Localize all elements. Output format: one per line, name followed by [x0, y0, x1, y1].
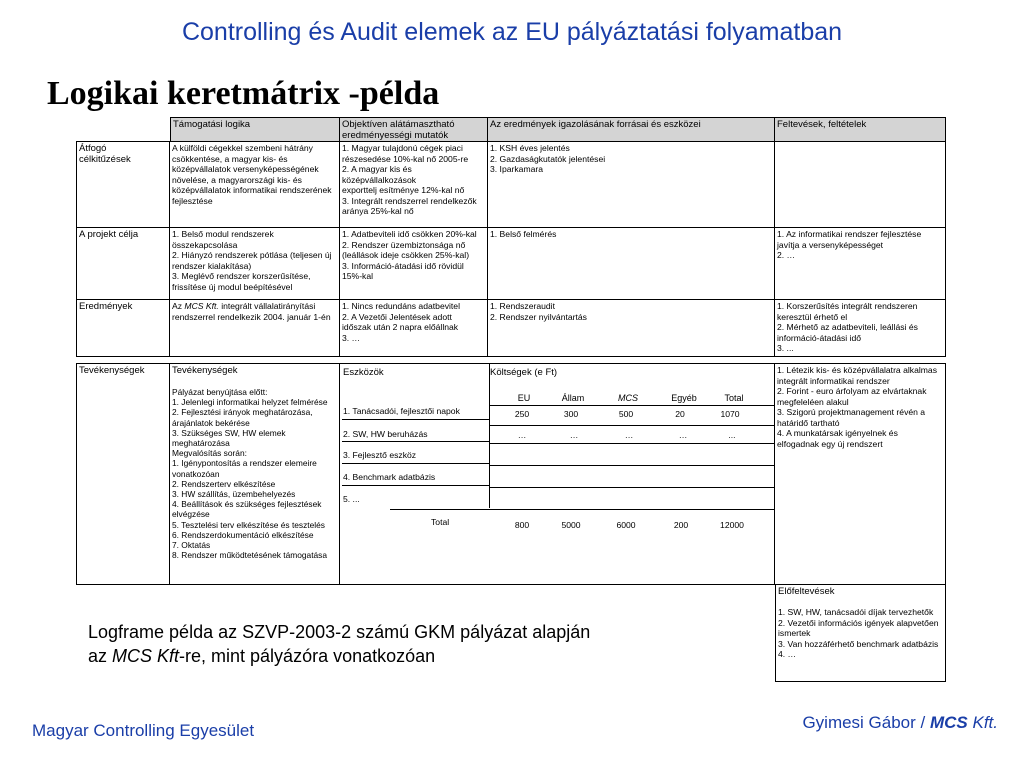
empty-corner	[76, 117, 170, 142]
preconditions-box: Előfeltevések 1. SW, HW, tanácsadói díjak tervezhetők 2. Vezetői információs igények alapvetően ismertek 3. Van hozzáférhető benchmark adatbázis 4. …	[775, 585, 946, 682]
cost-header-allam: Állam	[561, 393, 585, 403]
row-label-results: Eredmények	[76, 300, 170, 357]
overall-objectives-sources: 1. KSH éves jelentés 2. Gazdaságkutatók jelentései 3. Iparkamara	[488, 142, 775, 228]
tool-2: 2. SW, HW beruházás	[343, 429, 428, 439]
header-sources: Az eredmények igazolásának forrásai és eszközei	[488, 117, 775, 142]
tools-title: Eszközök	[343, 367, 384, 378]
cost-total-1: 1070	[720, 409, 740, 419]
cost-eu-1: 250	[514, 409, 530, 419]
overall-objectives-logic: A külföldi cégekkel szembeni hátrány csökkentése, a magyar kis- és középvállalatok versenyképességének növelése, a magyarországi kis- és középvállalatok informatikai rendszerének fejlesztése	[170, 142, 340, 228]
cost-line-5	[490, 487, 774, 488]
cost-line-2	[490, 425, 774, 426]
tool-line-4	[342, 485, 490, 486]
footer-company-kft: Kft.	[967, 713, 998, 732]
footer-company-mcs: MCS	[929, 713, 968, 732]
cost-egyeb-2: …	[678, 430, 688, 440]
footer-organization: Magyar Controlling Egyesület	[32, 721, 255, 740]
caption-line-2: az MCS Kft-re, mint pályázóra vonatkozóan	[88, 646, 436, 666]
costs-title: Költségek (e Ft)	[490, 367, 558, 378]
cost-header-mcs: MCS	[618, 393, 638, 403]
results-assumptions: 1. Korszerűsítés integrált rendszeren keresztül érhető el 2. Mérhető az adatbeviteli, leállási és információ-átadási idő 3. ...	[775, 300, 946, 357]
results-logic-company: MCS Kft.	[184, 301, 219, 311]
total-eu: 800	[514, 520, 530, 530]
header-assumptions: Feltevések, feltételek	[775, 117, 946, 142]
footer-author: Gyimesi Gábor / MCS Kft.	[802, 713, 998, 732]
results-logic: Az MCS Kft. integrált vállalatirányítási rendszerrel rendelkezik 2004. január 1-én	[170, 300, 340, 357]
total-allam: 5000	[561, 520, 581, 530]
row-label-project-purpose: A projekt célja	[76, 228, 170, 300]
header-support-logic: Támogatási logika	[170, 117, 340, 142]
slide-caption	[88, 620, 590, 668]
tool-line-3	[342, 463, 490, 464]
main-title: Logikai keretmátrix -példa	[47, 75, 440, 112]
activities-assumptions: 1. Létezik kis- és középvállalatra alkalmas integrált informatikai rendszer 2. Forint - euro árfolyam az elvártaknak megfeleléen alakul 3. Szigorú projektmanagement révén a határidő tartható 4. A munkatársak igényelnek és elfogadnak egy új rendszert	[775, 363, 946, 585]
tool-5: 5. ...	[343, 494, 360, 504]
project-purpose-sources: 1. Belső felmérés	[488, 228, 775, 300]
results-logic-pre: Az	[172, 301, 185, 311]
cost-allam-2: …	[569, 430, 579, 440]
overall-objectives-assumptions	[775, 142, 946, 228]
caption-line-1: Logframe példa az SZVP-2003-2 számú GKM pályázat alapján	[88, 622, 591, 642]
cost-line-4	[490, 465, 774, 466]
results-indicators: 1. Nincs redundáns adatbevitel 2. A Vezetői Jelentések adott időszak után 2 napra előállnak 3. …	[340, 300, 488, 357]
project-purpose-assumptions: 1. Az informatikai rendszer fejlesztése javítja a versenyképességet 2. …	[775, 228, 946, 300]
project-purpose-indicators: 1. Adatbeviteli idő csökken 20%-kal 2. Rendszer üzembiztonsága nő (leállások ideje csökken 25%-kal) 3. Információ-átadási idő rövidül 15%-kal	[340, 228, 488, 300]
total-mcs: 6000	[616, 520, 636, 530]
cost-header-egyeb: Egyéb	[671, 393, 697, 403]
cost-line-1	[490, 405, 774, 406]
tool-4: 4. Benchmark adatbázis	[343, 472, 436, 482]
cost-total-2: ...	[728, 430, 736, 440]
preconditions-title: Előfeltevések	[778, 586, 835, 597]
row-label-overall-objectives: Átfogó célkitűzések	[76, 142, 170, 228]
row-label-activities: Tevékenységek	[76, 363, 170, 585]
total-total: 12000	[720, 520, 744, 530]
activities-title: Tevékenységek	[172, 365, 238, 376]
header-indicators: Objektíven alátámasztható eredményességi mutatók	[340, 117, 488, 142]
results-logic-post: integrált vállalatirányítási	[218, 301, 316, 311]
cost-allam-1: 300	[563, 409, 579, 419]
tool-1: 1. Tanácsadói, fejlesztői napok	[343, 406, 460, 416]
overall-objectives-indicators: 1. Magyar tulajdonú cégek piaci részesedése 10%-kal nő 2005-re 2. A magyar kis és középvállalkozások exporttelj esítménye 12%-kal nő 3. Integrált rendszerrel rendelkezők aránya 25%-kal nő	[340, 142, 488, 228]
project-purpose-logic: 1. Belső modul rendszerek összekapcsolása 2. Hiányzó rendszerek pótlása (teljesen új rendszer kialakítása) 3. Meglévő rendszer korszerűsítése, frissítése új modul beépítésével	[170, 228, 340, 300]
top-title: Controlling és Audit elemek az EU pályáztatási folyamatban	[181, 18, 843, 46]
cost-mcs-1: 500	[618, 409, 634, 419]
activities-list: Tevékenységek Pályázat benyújtása előtt: 1. Jelenlegi informatikai helyzet felmérése 2. Fejlesztési irányok meghatározása, árajánlatok bekérése 3. Szükséges SW, HW elemek meghatározása Megvalósítás során: 1. Igénypontosítás a rendszer elemeire vonatkozóan 2. Rendszerterv elkészítése 3. HW szállítás, üzembehelyezés 4. Beállítások és szükséges fejlesztések elvégzése 5. Tesztelési terv elkészítése és tesztelés 6. Rendszerdokumentáció elkészítése 7. Oktatás 8. Rendszer működtetésének támogatása	[170, 363, 340, 585]
results-sources: 1. Rendszeraudit 2. Rendszer nyilvántartás	[488, 300, 775, 357]
caption-company: MCS Kft	[112, 646, 180, 666]
cost-egyeb-1: 20	[675, 409, 685, 419]
tool-line-2	[342, 441, 490, 442]
cost-header-eu: EU	[517, 393, 531, 403]
total-egyeb: 200	[673, 520, 689, 530]
total-label: Total	[431, 517, 450, 527]
tool-line-1	[342, 419, 490, 420]
cost-header-total: Total	[724, 393, 744, 403]
tool-3: 3. Fejlesztő eszköz	[343, 450, 417, 460]
cost-mcs-2: …	[624, 430, 634, 440]
cost-line-total	[390, 509, 774, 510]
cost-eu-2: …	[517, 430, 527, 440]
cost-line-3	[490, 443, 774, 444]
